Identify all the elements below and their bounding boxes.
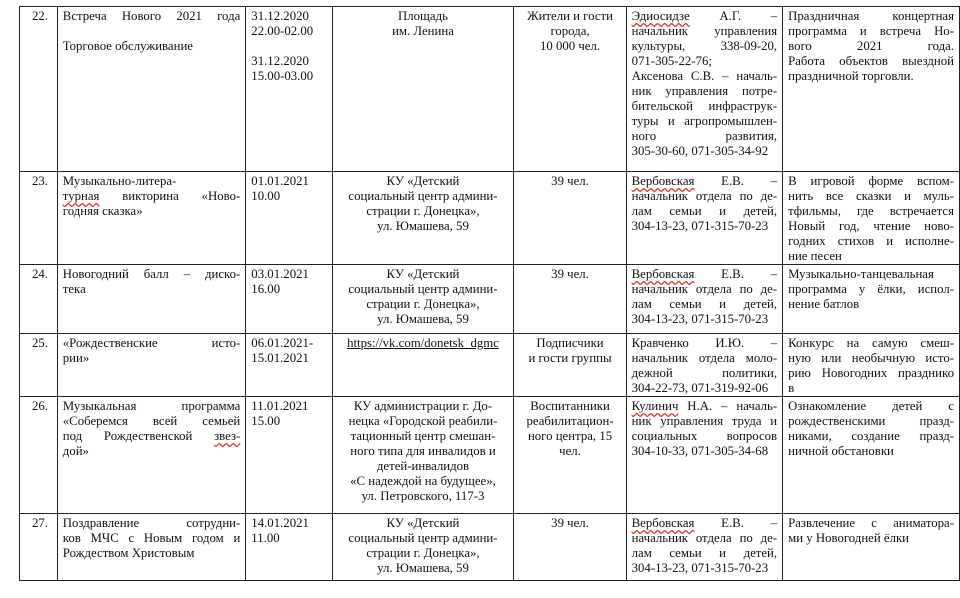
event-description-line: никами, создание празд- [788, 429, 954, 443]
event-audience-line: 39 чел. [551, 174, 589, 188]
event-date-line: 15.00 [251, 414, 281, 428]
event-date-line: 10.00 [251, 189, 281, 203]
row-number-cell [20, 265, 58, 334]
event-date-line: 06.01.2021- [251, 336, 314, 350]
event-name-line: рии» [62, 351, 90, 365]
row-number: 24. [32, 267, 48, 281]
event-audience-cell [514, 265, 626, 334]
event-responsible-line: Вербовская Е.В. – [631, 174, 778, 188]
event-name-line: Музыкальная программа [62, 399, 241, 413]
event-audience-cell [514, 397, 626, 514]
event-description-line: годних стихов и исполне- [788, 234, 954, 248]
row-number: 26. [32, 399, 48, 413]
event-name-line: ков МЧС с Новым годом и [62, 531, 241, 545]
event-description-line: ми у Новогодней ёлки [788, 531, 910, 545]
event-responsible-line: туры и агропромышлен- [631, 114, 778, 128]
event-responsible-line: Аксенова С.В. – началь- [631, 69, 778, 83]
table-row [20, 334, 960, 397]
event-date-line [251, 39, 326, 54]
event-audience-line: Воспитанники [530, 399, 610, 413]
event-place-line: ул. Петровского, 117-3 [361, 489, 485, 503]
event-responsible-line: 304-13-23, 071-315-70-23 [631, 561, 769, 575]
event-audience-line: реабилитацион- [526, 414, 614, 428]
event-responsible-line: 071-305-22-76; [631, 54, 712, 68]
event-responsible-cell [626, 514, 782, 581]
event-place-line: страции г. Донецка», [366, 297, 480, 311]
event-date-line: 11.01.2021 [251, 399, 309, 413]
event-responsible-line: начальник отдела по де- [631, 531, 778, 545]
event-responsible-line: начальник отдела по де- [631, 189, 778, 203]
event-name-cell [57, 172, 246, 265]
event-name-cell [57, 7, 246, 172]
event-date-line: 03.01.2021 [251, 267, 309, 281]
event-place-line: Площадь [398, 9, 448, 23]
event-name-line: Торговое обслуживание [62, 39, 193, 53]
events-table [19, 6, 960, 581]
event-place-line: социальный центр админи- [348, 282, 498, 296]
event-description-cell [783, 397, 960, 514]
event-place-line[interactable]: https://vk.com/donetsk_dgmc [347, 336, 499, 350]
event-audience-line: города, [550, 24, 590, 38]
event-date-line: 31.12.2020 [251, 9, 309, 23]
event-description-line: нить все сказки и муль- [788, 189, 954, 203]
event-responsible-line: культуры, 338-09-20, [631, 39, 778, 53]
event-place-line: страции г. Донецка», [366, 546, 480, 560]
event-place-cell [332, 397, 514, 514]
event-name-line: тека [62, 282, 86, 296]
event-place-cell [332, 7, 514, 172]
event-responsible-line: Вербовская Е.В. – [631, 516, 778, 530]
event-audience-cell [514, 334, 626, 397]
event-audience-line: и гости группы [528, 351, 612, 365]
event-description-line: Развлечение с аниматора- [788, 516, 954, 530]
event-description-line: ние песен [788, 249, 842, 263]
event-responsible-line: ного развития, [631, 129, 778, 143]
event-description-cell [783, 7, 960, 172]
event-place-line: им. Ленина [392, 24, 454, 38]
event-name-line: годняя сказка» [62, 204, 143, 218]
event-responsible-line: 305-30-60, 071-305-34-92 [631, 144, 769, 158]
event-description-line: рождественскими празд- [788, 414, 954, 428]
event-audience-line: 39 чел. [551, 267, 589, 281]
event-name-line: Рождеством Христовым [62, 546, 195, 560]
event-responsible-cell [626, 397, 782, 514]
event-place-line: КУ «Детский [386, 267, 460, 281]
event-date-line: 14.01.2021 [251, 516, 309, 530]
event-audience-line: 10 000 чел. [539, 39, 601, 53]
event-place-line: страции г. Донецка», [366, 204, 480, 218]
event-name-cell [57, 334, 246, 397]
row-number: 23. [32, 174, 48, 188]
event-place-line: социальный центр админи- [348, 531, 498, 545]
event-description-line: В игровой форме вспом- [788, 174, 954, 188]
event-description-line: в [788, 381, 795, 395]
event-description-line: ничной обстановки [788, 444, 894, 458]
event-responsible-cell [626, 172, 782, 265]
row-number-cell [20, 514, 58, 581]
event-responsible-line: дежной политики, [631, 366, 778, 380]
event-place-line: ул. Юмашева, 59 [377, 561, 469, 575]
event-name-line: Музыкально-литера- [62, 174, 177, 188]
event-description-line: программа у ёлки, испол- [788, 282, 954, 296]
event-responsible-line: лам семьи и детей, [631, 204, 778, 218]
event-description-line: программа и встреча Но- [788, 24, 954, 38]
event-name-line: «Рождественские исто- [62, 336, 241, 350]
event-description-line: Музыкально-танцевальная [788, 267, 934, 281]
event-description-line: Праздничная концертная [788, 9, 954, 23]
event-responsible-line: 304-22-73, 071-319-92-06 [631, 381, 769, 395]
event-description-line: Новый год, чтение ново- [788, 219, 954, 233]
event-place-line: КУ «Детский [386, 516, 460, 530]
event-place-cell [332, 334, 514, 397]
event-responsible-line: лам семьи и детей, [631, 546, 778, 560]
event-description-line: тфильмы, где встречается [788, 204, 954, 218]
row-number: 22. [32, 9, 48, 23]
event-name-cell [57, 514, 246, 581]
event-name-line: Встреча Нового 2021 года [62, 9, 241, 23]
event-date-cell [246, 514, 332, 581]
event-responsible-line: Эдиосидзе А.Г. – [631, 9, 778, 23]
event-place-cell [332, 514, 514, 581]
event-date-cell [246, 334, 332, 397]
event-date-cell [246, 397, 332, 514]
event-description-line: рию Новогодних празднико [788, 366, 954, 380]
row-number: 27. [32, 516, 48, 530]
table-row [20, 265, 960, 334]
event-name-line: турная викторина «Ново- [62, 189, 241, 203]
event-place-cell [332, 265, 514, 334]
event-responsible-line: Кравченко И.Ю. – [631, 336, 778, 350]
row-number-cell [20, 334, 58, 397]
event-date-line: 15.01.2021 [251, 351, 309, 365]
event-description-cell [783, 265, 960, 334]
event-name-line: Новогодний балл – диско- [62, 267, 241, 281]
events-table-body [20, 7, 960, 581]
event-name-line: под Рождественской звез- [62, 429, 241, 443]
event-description-line: нение батлов [788, 297, 860, 311]
event-date-line: 16.00 [251, 282, 281, 296]
event-responsible-line: ник управления потре- [631, 84, 778, 98]
event-responsible-line: Кулинич Н.А. – началь- [631, 399, 778, 413]
row-number-cell [20, 7, 58, 172]
event-place-line: КУ администрации г. До- [353, 399, 493, 413]
event-responsible-line: бительской инфраструк- [631, 99, 778, 113]
event-place-line: КУ «Детский [386, 174, 460, 188]
event-responsible-line: начальник отдела моло- [631, 351, 778, 365]
event-description-line: ную или необычную исто- [788, 351, 954, 365]
event-date-line: 15.00-03.00 [251, 69, 314, 83]
event-audience-line: ного центра, 15 [527, 429, 613, 443]
event-place-line: ул. Юмашева, 59 [377, 312, 469, 326]
event-name-line: дой» [62, 444, 89, 458]
event-description-cell [783, 514, 960, 581]
event-place-line: социальный центр админи- [348, 189, 498, 203]
event-responsible-cell [626, 334, 782, 397]
event-responsible-line: социальных вопросов [631, 429, 778, 443]
event-date-line: 31.12.2020 [251, 54, 309, 68]
event-audience-line: 39 чел. [551, 516, 589, 530]
event-audience-line: чел. [559, 444, 581, 458]
event-name-line: «Соберемся всей семьей [62, 414, 241, 428]
event-description-line: вого 2021 года. [788, 39, 954, 53]
event-audience-line: Жители и гости [527, 9, 613, 23]
event-place-cell [332, 172, 514, 265]
event-audience-cell [514, 514, 626, 581]
event-date-cell [246, 172, 332, 265]
event-date-line: 22.00-02.00 [251, 24, 314, 38]
row-number-cell [20, 397, 58, 514]
event-responsible-cell [626, 7, 782, 172]
event-responsible-cell [626, 265, 782, 334]
event-place-line: ного типа для инвалидов и [350, 444, 496, 458]
event-description-cell [783, 172, 960, 265]
event-place-line: «С надеждой на будущее», [350, 474, 496, 488]
event-description-line: Конкурс на самую смеш- [788, 336, 954, 350]
event-place-line: ул. Юмашева, 59 [377, 219, 469, 233]
event-audience-line: Подписчики [536, 336, 604, 350]
event-date-line: 01.01.2021 [251, 174, 309, 188]
row-number: 25. [32, 336, 48, 350]
event-responsible-line: лам семьи и детей, [631, 297, 778, 311]
event-responsible-line: 304-13-23, 071-315-70-23 [631, 219, 769, 233]
event-responsible-line: начальник отдела по де- [631, 282, 778, 296]
event-audience-cell [514, 7, 626, 172]
table-row [20, 7, 960, 172]
event-name-line: Поздравление сотрудни- [62, 516, 241, 530]
event-description-line: Ознакомление детей с [788, 399, 954, 413]
table-row [20, 514, 960, 581]
row-number-cell [20, 172, 58, 265]
event-name-cell [57, 265, 246, 334]
event-date-cell [246, 265, 332, 334]
event-place-line: детей-инвалидов [376, 459, 470, 473]
event-place-line: тационный центр смешан- [350, 429, 496, 443]
table-row [20, 172, 960, 265]
event-place-line: нецка «Городской реабили- [348, 414, 498, 428]
event-responsible-line: начальник управления [631, 24, 778, 38]
table-row [20, 397, 960, 514]
event-description-cell [783, 334, 960, 397]
event-description-line: Работа объектов выездной [788, 54, 954, 68]
event-responsible-line: 304-13-23, 071-315-70-23 [631, 312, 769, 326]
event-date-cell [246, 7, 332, 172]
event-audience-cell [514, 172, 626, 265]
event-responsible-line: 304-10-33, 071-305-34-68 [631, 444, 769, 458]
event-name-line [63, 24, 241, 39]
event-responsible-line: ник управления труда и [631, 414, 778, 428]
event-name-cell [57, 397, 246, 514]
event-date-line: 11.00 [251, 531, 280, 545]
event-description-line: праздничной торговли. [788, 69, 914, 83]
event-responsible-line: Вербовская Е.В. – [631, 267, 778, 281]
